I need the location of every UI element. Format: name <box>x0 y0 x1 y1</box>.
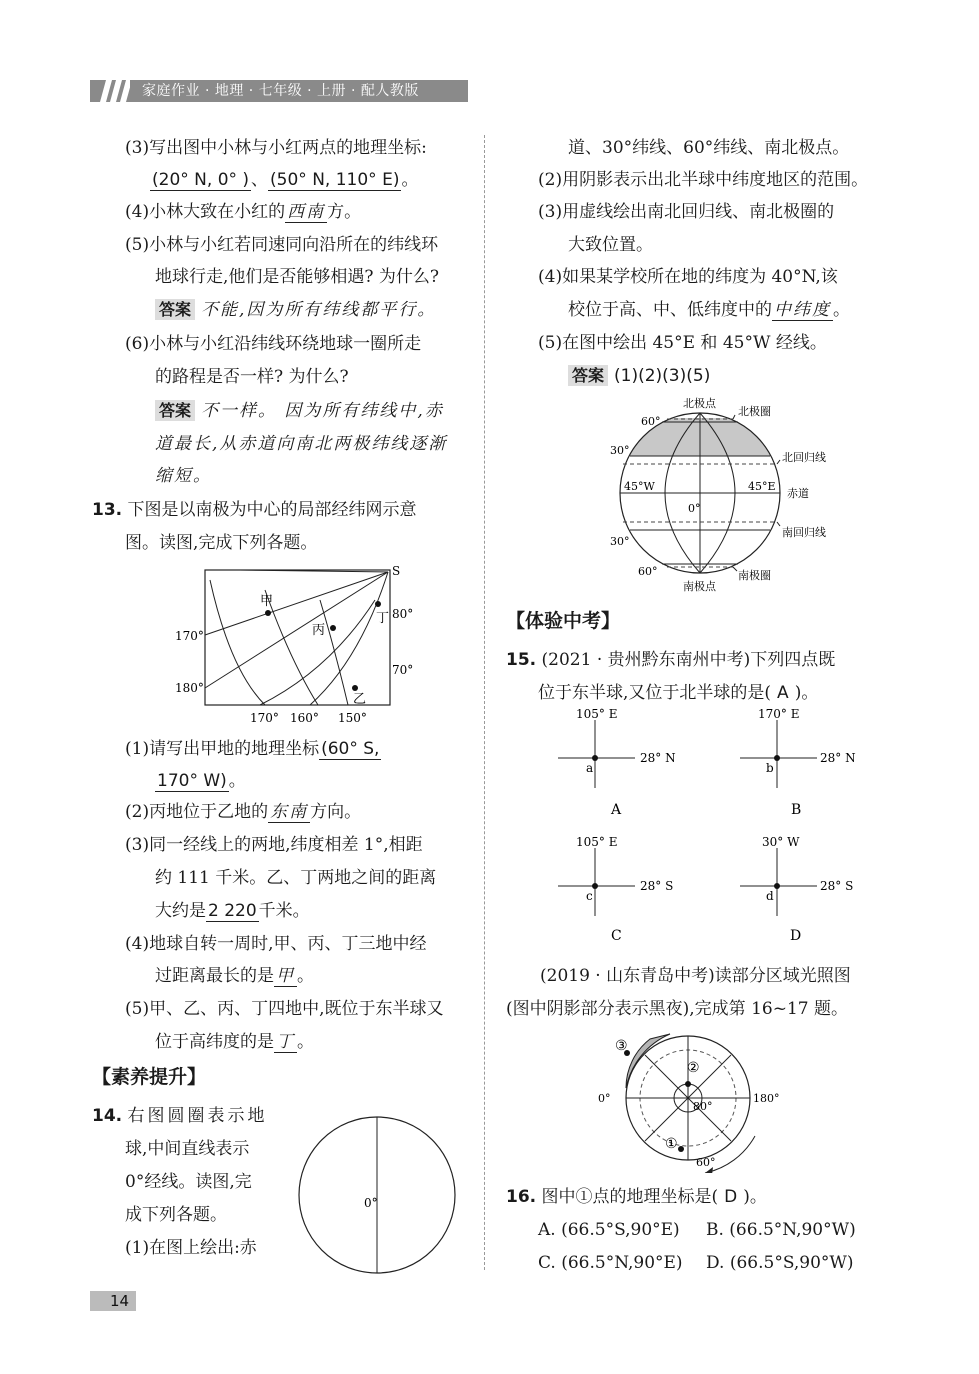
header-bar <box>90 80 468 102</box>
q15-line1 <box>506 647 835 673</box>
q12-6-answer-2: 道最长,从赤道向南北两极纬线逐渐 <box>155 434 448 454</box>
q12-4-end: 方。 <box>327 202 362 222</box>
fig-ans-0: 0° <box>688 502 701 515</box>
fig-ans-arctic-circle: 北极圈 <box>738 405 771 418</box>
option-c-lon: 105° E <box>576 835 618 849</box>
q14-line3: 0°经线。读图,完 <box>125 1172 252 1192</box>
fig13-label-70: 70° <box>392 663 414 677</box>
earth-circle-figure <box>292 1115 467 1275</box>
q13-2 <box>125 799 361 825</box>
q12-6-line1: (6)小林与小红沿纬线环绕地球一圈所走 <box>125 334 422 354</box>
q14-line5: (1)在图上绘出:赤 <box>125 1238 257 1258</box>
option-c-lat: 28° S <box>640 879 674 893</box>
option-c-cross <box>558 835 673 944</box>
q12-5-line1: (5)小林与小红若同速同向沿所在的纬线环 <box>125 235 439 255</box>
q12-6-line2: 的路程是否一样? 为什么? <box>155 367 349 387</box>
q15-text-1: (2021 · 贵州黔东南州中考)下列四点既 <box>541 650 836 670</box>
q15-line2 <box>538 680 818 706</box>
fig13-label-s: S <box>392 564 401 578</box>
fig13-label-160: 160° <box>290 711 319 725</box>
fig13-label-yi: 乙 <box>353 692 367 707</box>
section-tiyan-zhongkao: 【体验中考】 <box>506 610 621 632</box>
q14-2: (2)用阴影表示出北半球中纬度地区的范围。 <box>538 170 869 190</box>
q13-text-1: 下图是以南极为中心的局部经纬网示意 <box>127 500 417 520</box>
option-d-cross <box>740 835 853 944</box>
q14-3-line2: 大致位置。 <box>568 235 653 255</box>
fig-ans-45e: 45°E <box>748 480 776 493</box>
q13-4-end: 。 <box>297 966 314 986</box>
q15-text-2: 位于东半球,又位于北半球的是( <box>538 683 772 703</box>
q13-3-end: 千米。 <box>258 901 310 921</box>
column-divider <box>484 135 485 1270</box>
q14-4-end: 。 <box>833 300 850 320</box>
q14-text-1: 右图圆圈表示地 <box>127 1106 268 1126</box>
option-b-cross <box>740 708 856 818</box>
fig16-label-60: 60° <box>696 1156 716 1169</box>
q16-option-d: D. (66.5°S,90°W) <box>706 1253 854 1273</box>
fig13-label-80: 80° <box>392 607 414 621</box>
option-a-lon: 105° E <box>576 708 618 721</box>
south-pole-graticule-figure <box>170 560 420 730</box>
q13-1-cont <box>155 768 246 794</box>
q14-answer-row <box>568 363 710 389</box>
option-a-lat: 28° N <box>640 751 676 765</box>
q14-number: 14. <box>92 1106 123 1126</box>
q12-3-sep: 、 <box>251 170 269 190</box>
fig-ans-60-bottom: 60° <box>638 565 658 578</box>
q16-option-b: B. (66.5°N,90°W) <box>706 1220 856 1240</box>
q13-2-answer: 东南 <box>270 802 309 822</box>
q13-1-answer-2: 170° W) <box>157 771 227 791</box>
option-d-caption: D <box>790 928 802 944</box>
q12-5-answer-row <box>155 297 436 323</box>
q14-4-text: 校位于高、中、低纬度中的 <box>568 300 772 320</box>
q16-option-c: C. (66.5°N,90°E) <box>538 1253 683 1273</box>
q14-line1 <box>92 1103 268 1129</box>
q13-1-text: (1)请写出甲地的地理坐标 <box>125 739 320 759</box>
q16-intro-line1: (2019 · 山东青岛中考)读部分区域光照图 <box>540 966 851 986</box>
q13-line2: 图。读图,完成下列各题。 <box>125 533 318 553</box>
q14-line4: 成下列各题。 <box>125 1205 227 1225</box>
q14-5: (5)在图中绘出 45°E 和 45°W 经线。 <box>538 333 827 353</box>
page-number-box <box>90 1291 136 1311</box>
option-a-point: a <box>586 761 594 775</box>
q12-5-line2: 地球行走,他们是否能够相遇? 为什么? <box>155 267 440 287</box>
answer-tag: 答案 <box>568 365 608 386</box>
q16-line <box>506 1184 767 1210</box>
q16-intro-line2: (图中阴影部分表示黑夜),完成第 16~17 题。 <box>506 999 848 1019</box>
fig13-label-jia: 甲 <box>260 594 274 609</box>
fig13-label-ding: 丁 <box>376 611 390 626</box>
option-b-point: b <box>766 761 774 775</box>
answer-tag: 答案 <box>155 299 195 320</box>
q14-1-cont: 道、30°纬线、60°纬线、南北极点。 <box>568 138 850 158</box>
q14-4-line1: (4)如果某学校所在地的纬度为 40°N,该 <box>538 267 838 287</box>
fig16-label-80: 80° <box>693 1100 713 1113</box>
fig-ans-30-top: 30° <box>610 444 630 457</box>
q12-4-answer: 西南 <box>287 202 326 222</box>
q13-4-answer: 甲 <box>276 966 295 986</box>
q13-3-line3 <box>155 898 310 924</box>
q13-1-end: 。 <box>228 771 246 791</box>
q13-1 <box>125 736 381 762</box>
fig13-label-180: 180° <box>175 681 204 695</box>
fig16-marker-1: ① <box>665 1136 678 1152</box>
q12-3-answer-2: (50° N, 110° E) <box>270 170 400 190</box>
fig-ans-equator: 赤道 <box>787 487 809 500</box>
option-b-caption: B <box>791 802 802 818</box>
q13-5-line2 <box>155 1029 314 1055</box>
option-d-point: d <box>766 889 774 903</box>
fig14-label-0: 0° <box>364 1196 378 1210</box>
q13-5-line1: (5)甲、乙、丙、丁四地中,既位于东半球又 <box>125 999 444 1019</box>
q14-line2: 球,中间直线表示 <box>125 1139 250 1159</box>
page-number: 14 <box>110 1292 130 1310</box>
q13-5-text: 位于高纬度的是 <box>155 1032 274 1052</box>
globe-answer-figure <box>605 395 845 595</box>
q14-3-line1: (3)用虚线绘出南北回归线、南北极圈的 <box>538 202 835 222</box>
option-a-cross <box>558 708 676 818</box>
q15-end: )。 <box>794 683 819 703</box>
fig-ans-tropic-cancer: 北回归线 <box>782 451 826 464</box>
q12-3-answers <box>150 167 418 193</box>
four-point-coordinates-figure <box>540 708 880 948</box>
option-b-lat: 28° N <box>820 751 856 765</box>
q15-number: 15. <box>506 650 537 670</box>
q13-4-line2 <box>155 963 314 989</box>
q16-answer: D <box>724 1187 738 1207</box>
q13-2-end: 方向。 <box>310 802 362 822</box>
fig13-label-150: 150° <box>338 711 367 725</box>
fig-ans-antarctic-circle: 南极圈 <box>738 569 771 582</box>
q16-number: 16. <box>506 1187 537 1207</box>
option-d-lon: 30° W <box>762 835 800 849</box>
q12-3-end: 。 <box>401 170 419 190</box>
q14-4-answer: 中纬度 <box>774 300 831 320</box>
q13-line1 <box>92 497 417 523</box>
q12-6-answer-1: 不一样。 因为所有纬线中,赤 <box>201 401 444 421</box>
q16-option-a: A. (66.5°S,90°E) <box>538 1220 680 1240</box>
q12-4 <box>125 199 361 225</box>
q13-3-line1: (3)同一经线上的两地,纬度相差 1°,相距 <box>125 835 423 855</box>
option-d-lat: 28° S <box>820 879 854 893</box>
q13-3-answer: 2 220 <box>208 901 257 921</box>
q12-5-answer: 不能,因为所有纬线都平行。 <box>201 300 437 320</box>
header-title: 家庭作业 · 地理 · 七年级 · 上册 · 配人教版 <box>142 83 419 99</box>
q16-text: 图中①点的地理坐标是( <box>541 1187 719 1207</box>
q16-end: )。 <box>743 1187 767 1207</box>
fig13-label-170-bottom: 170° <box>250 711 279 725</box>
q13-4-line1: (4)地球自转一周时,甲、丙、丁三地中经 <box>125 934 427 954</box>
q12-3-answer-1: (20° N, 0° ) <box>152 170 250 190</box>
q14-answer: (1)(2)(3)(5) <box>614 366 711 386</box>
header-stripes-icon <box>96 80 130 102</box>
q12-3-text: (3)写出图中小林与小红两点的地理坐标: <box>125 138 427 158</box>
q12-4-text: (4)小林大致在小红的 <box>125 202 286 222</box>
q12-6-answer-row <box>155 398 444 424</box>
q13-number: 13. <box>92 500 123 520</box>
option-c-point: c <box>586 889 593 903</box>
fig-ans-60-top: 60° <box>641 415 661 428</box>
q13-3-line2: 约 111 千米。乙、丁两地之间的距离 <box>155 868 437 888</box>
fig13-label-170-left: 170° <box>175 629 204 643</box>
q13-4-text: 过距离最长的是 <box>155 966 274 986</box>
fig-ans-tropic-capricorn: 南回归线 <box>782 526 826 539</box>
fig16-label-0: 0° <box>598 1092 611 1105</box>
q14-4-line2 <box>568 297 850 323</box>
fig-ans-45w: 45°W <box>624 480 655 493</box>
fig-ans-30-bottom: 30° <box>610 535 630 548</box>
fig-ans-north-pole: 北极点 <box>683 397 716 410</box>
polar-light-map-figure <box>595 1028 795 1173</box>
option-b-lon: 170° E <box>758 708 800 721</box>
fig16-marker-2: ② <box>687 1060 700 1076</box>
q13-1-answer-1: (60° S, <box>321 739 380 759</box>
q12-6-answer-3: 缩短。 <box>155 466 212 486</box>
fig16-marker-3: ③ <box>615 1038 628 1054</box>
q13-3-text: 大约是 <box>155 901 206 921</box>
answer-tag: 答案 <box>155 400 195 421</box>
fig16-label-180: 180° <box>753 1092 780 1105</box>
fig13-label-bing: 丙 <box>312 623 326 638</box>
q13-5-answer: 丁 <box>276 1032 295 1052</box>
q13-5-end: 。 <box>297 1032 314 1052</box>
section-suyang-tisheng: 【素养提升】 <box>92 1066 207 1088</box>
q13-2-text: (2)丙地位于乙地的 <box>125 802 269 822</box>
q15-answer: A <box>777 683 789 703</box>
fig-ans-south-pole: 南极点 <box>683 580 716 593</box>
option-c-caption: C <box>611 928 622 944</box>
option-a-caption: A <box>611 802 622 818</box>
